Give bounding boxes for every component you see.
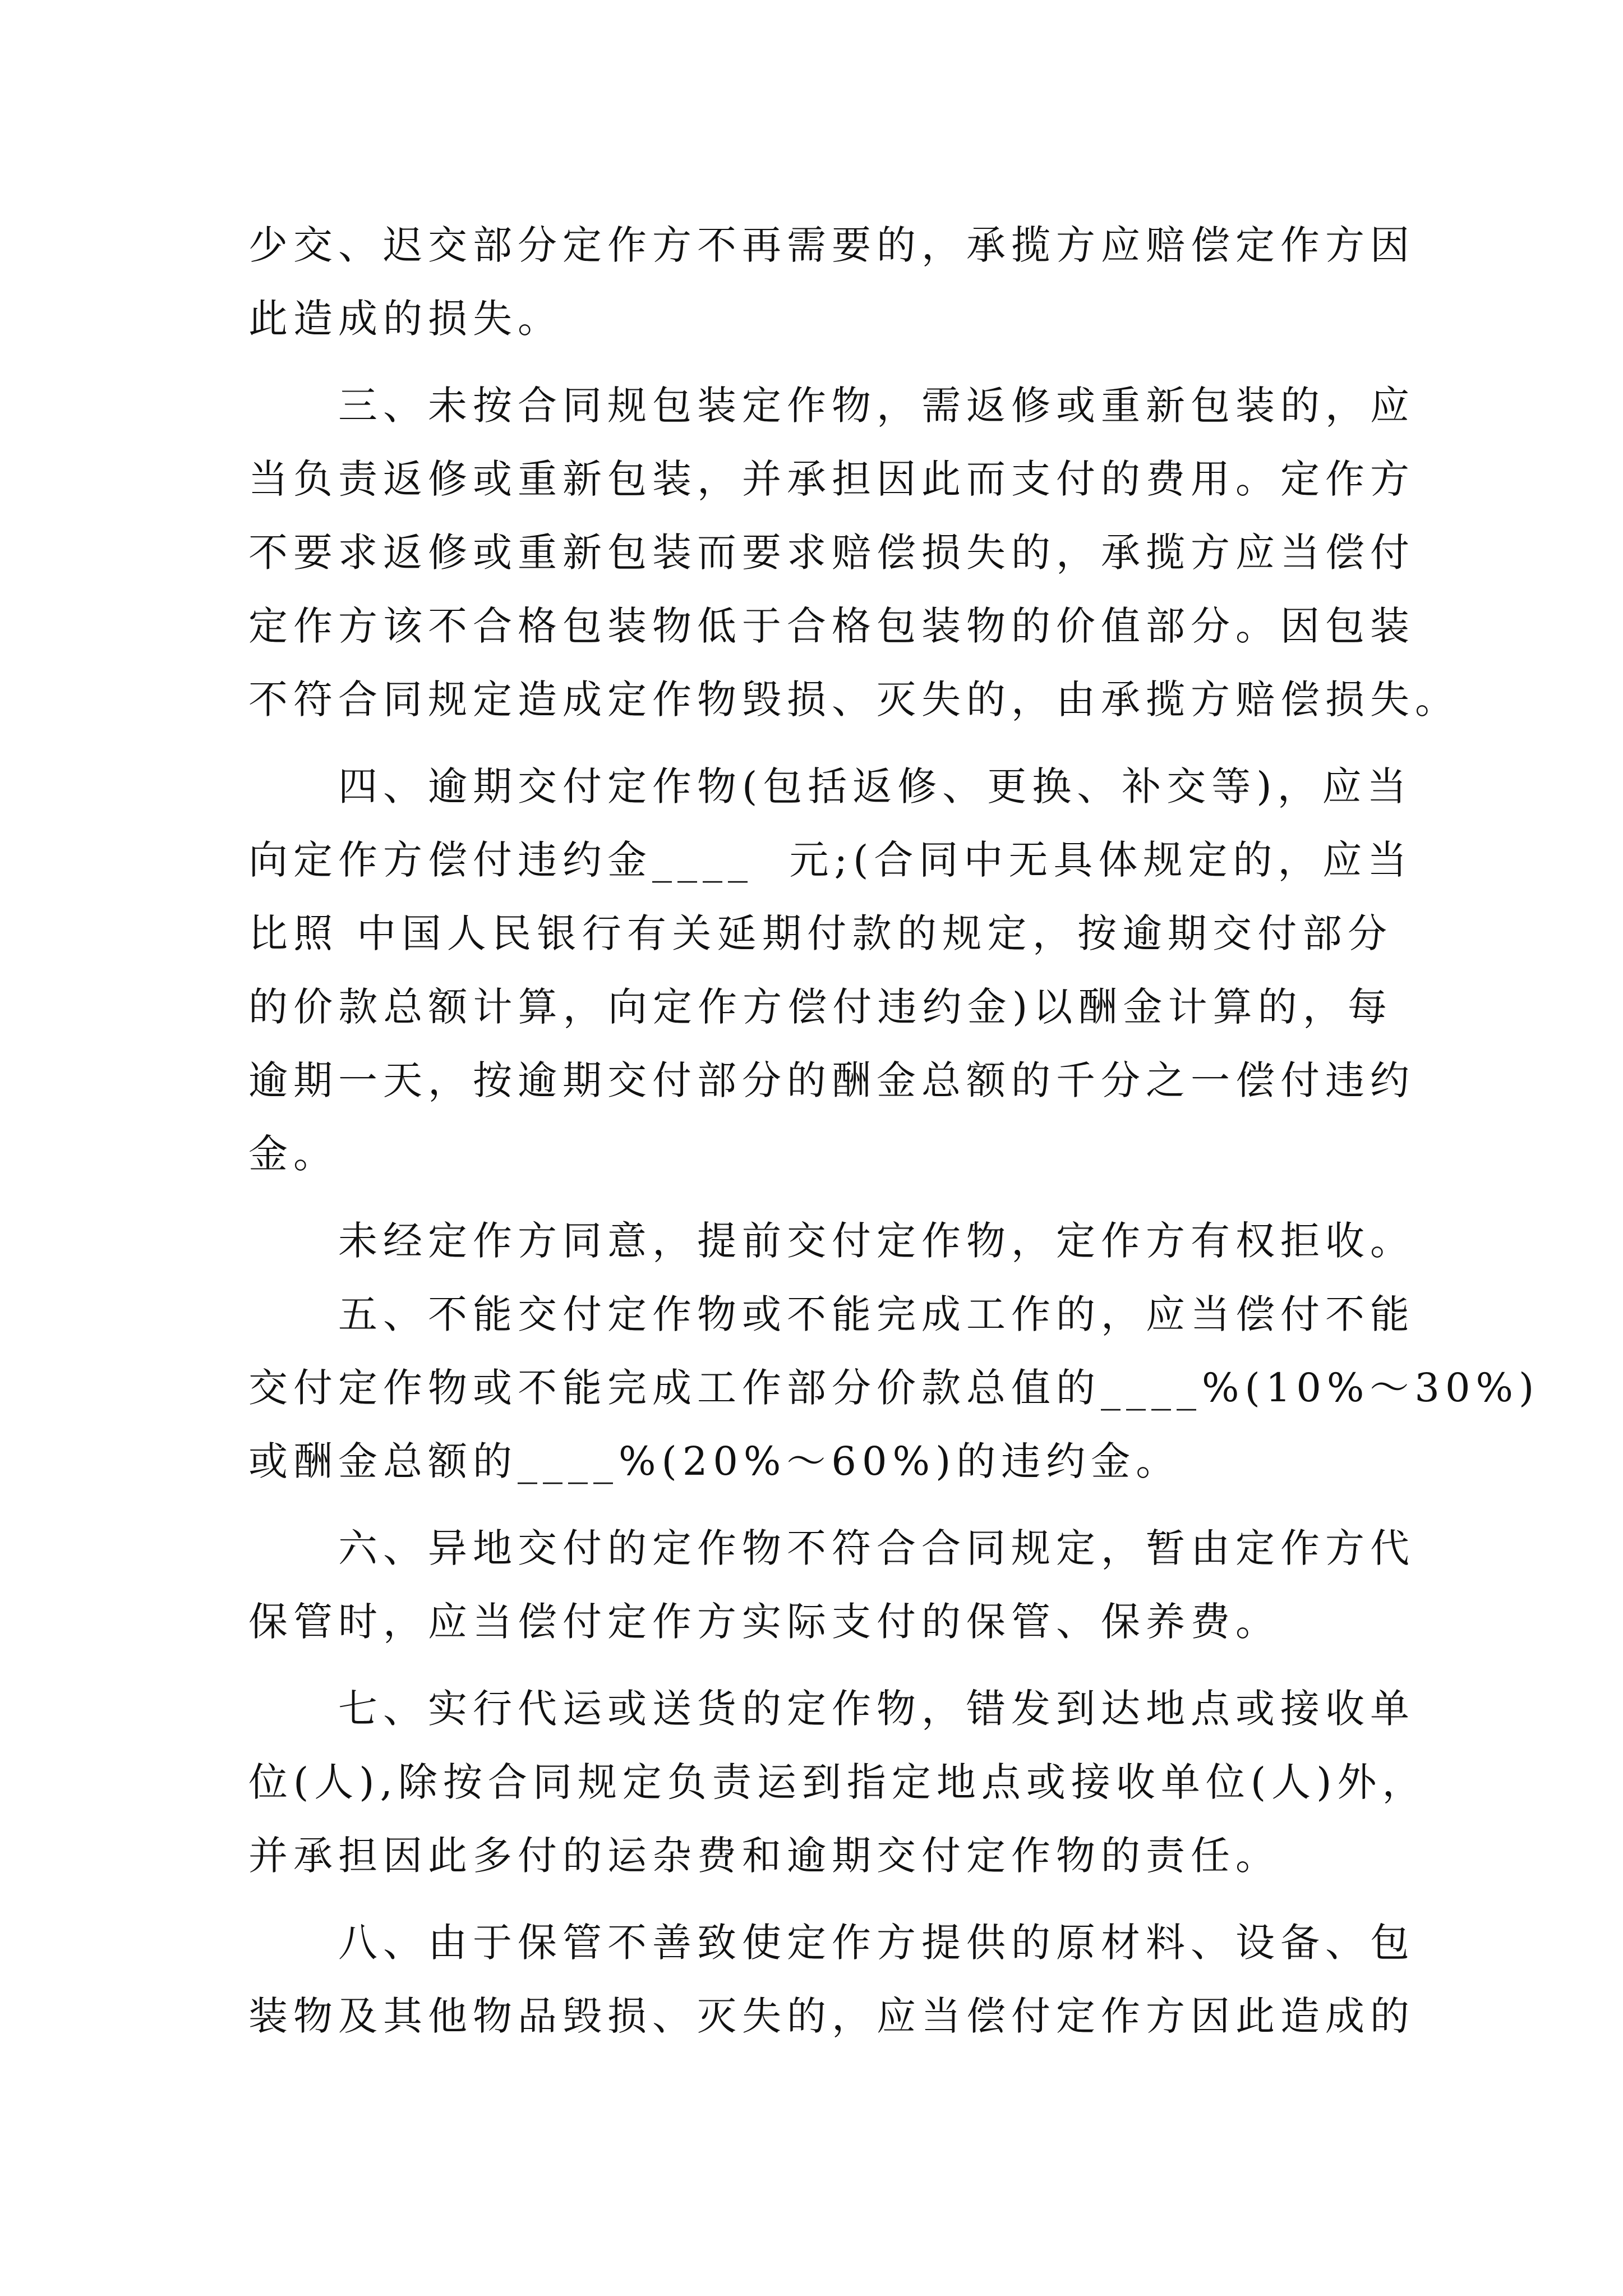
document-body [248, 209, 1540, 2053]
text-line: 未经定作方同意，提前交付定作物，定作方有权拒收。 [338, 1218, 1415, 1264]
text-line: 或酬金总额的____%(20%～60%)的违约金。 [248, 1438, 1181, 1484]
text-line: 少交、迟交部分定作方不再需要的，承揽方应赔偿定作方因 [248, 222, 1415, 268]
text-line: 不符合同规定造成定作物毁损、灭失的，由承揽方赔偿损失。 [248, 677, 1460, 723]
paragraph [248, 750, 1415, 1191]
text-line: 不要求返修或重新包装而要求赔偿损失的，承揽方应当偿付 [248, 530, 1415, 576]
paragraph [248, 1278, 1540, 1498]
paragraph [248, 1204, 1415, 1278]
text-line: 装物及其他物品毁损、灭失的，应当偿付定作方因此造成的 [248, 1993, 1415, 2039]
text-line: 金。 [248, 1131, 338, 1177]
text-line: 保管时，应当偿付定作方实际支付的保管、保养费。 [248, 1599, 1280, 1645]
paragraph [248, 1672, 1427, 1893]
paragraph [248, 369, 1460, 737]
text-line: 五、不能交付定作物或不能完成工作的，应当偿付不能 [338, 1291, 1415, 1337]
text-line: 比照 中国人民银行有关延期付款的规定，按逾期交付部分 [248, 910, 1393, 956]
text-line: 当负责返修或重新包装，并承担因此而支付的费用。定作方 [248, 456, 1415, 502]
text-line: 八、由于保管不善致使定作方提供的原材料、设备、包 [338, 1920, 1415, 1966]
text-line: 向定作方偿付违约金____ 元;(合同中无具体规定的，应当 [248, 837, 1413, 883]
text-line: 定作方该不合格包装物低于合格包装物的价值部分。因包装 [248, 603, 1415, 649]
text-line: 此造成的损失。 [248, 296, 562, 342]
text-line: 交付定作物或不能完成工作部分价款总值的____%(10%～30%) [248, 1365, 1540, 1411]
paragraph [248, 209, 1415, 356]
text-line: 七、实行代运或送货的定作物，错发到达地点或接收单 [338, 1686, 1415, 1732]
text-line: 并承担因此多付的运杂费和逾期交付定作物的责任。 [248, 1833, 1280, 1879]
text-line: 四、逾期交付定作物(包括返修、更换、补交等)，应当 [338, 763, 1412, 809]
text-line: 逾期一天，按逾期交付部分的酬金总额的千分之一偿付违约 [248, 1057, 1415, 1103]
text-line: 位(人),除按合同规定负责运到指定地点或接收单位(人)外， [248, 1759, 1427, 1805]
text-line: 的价款总额计算，向定作方偿付违约金)以酬金计算的，每 [248, 984, 1393, 1030]
paragraph [248, 1906, 1415, 2053]
text-line: 三、未按合同规包装定作物，需返修或重新包装的，应 [338, 383, 1415, 429]
text-line: 六、异地交付的定作物不符合合同规定，暂由定作方代 [338, 1525, 1415, 1571]
paragraph [248, 1512, 1415, 1659]
